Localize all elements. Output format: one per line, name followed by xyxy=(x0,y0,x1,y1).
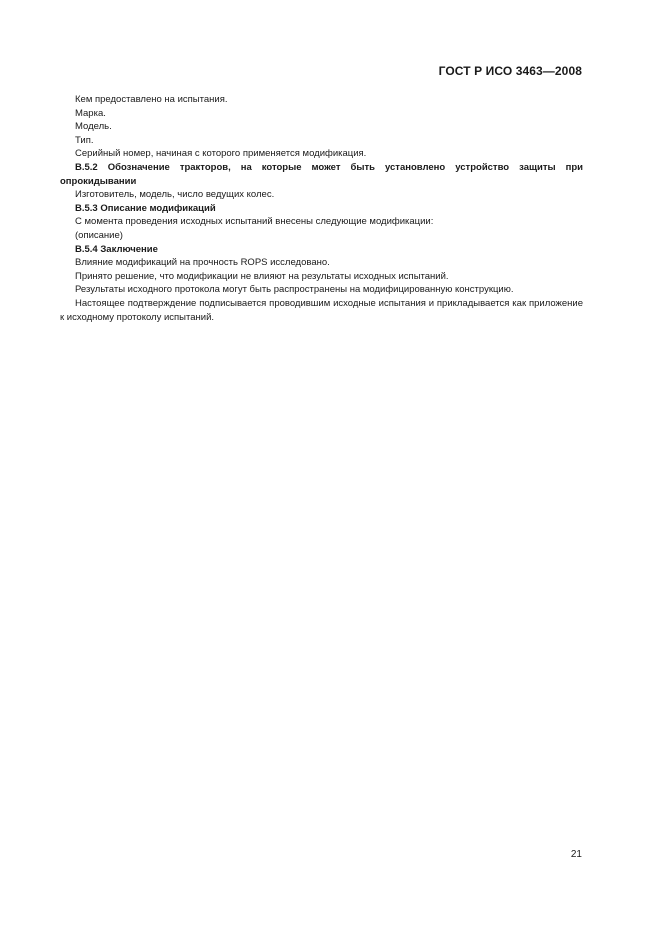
paragraph-decision: Принято решение, что модификации не влияют на результаты исходных испытаний. xyxy=(75,270,449,282)
paragraph-model: Модель. xyxy=(75,121,112,133)
document-header: ГОСТ Р ИСО 3463—2008 xyxy=(438,64,582,78)
paragraph-confirmation: Настоящее подтверждение подписывается проводившим исходные испытания и прикладывается как приложение к исходному протоколу испытаний. xyxy=(60,297,583,323)
paragraph-manufacturer: Изготовитель, модель, число ведущих колес. xyxy=(75,189,275,201)
paragraph-type: Тип. xyxy=(75,134,94,146)
section-heading-b54: В.5.4 Заключение xyxy=(75,243,158,255)
paragraph-results-extension: Результаты исходного протокола могут быть распространены на модифицированную конструкцию. xyxy=(75,284,514,296)
paragraph-description-placeholder: (описание) xyxy=(75,229,123,241)
paragraph-serial-number: Серийный номер, начиная с которого применяется модификация. xyxy=(75,148,367,160)
paragraph-submitted-by: Кем предоставлено на испытания. xyxy=(75,94,228,105)
paragraph-brand: Марка. xyxy=(75,107,106,119)
document-body xyxy=(60,93,583,324)
page-number: 21 xyxy=(570,849,582,860)
paragraph-rops-influence: Влияние модификаций на прочность ROPS исследовано. xyxy=(75,257,330,269)
section-heading-b53: В.5.3 Описание модификаций xyxy=(75,202,216,214)
section-heading-b52: В.5.2 Обозначение тракторов, на которые может быть установлено устройство защиты при опрокидывании xyxy=(60,161,583,187)
paragraph-modifications-intro: С момента проведения исходных испытаний внесены следующие модификации: xyxy=(75,216,434,228)
